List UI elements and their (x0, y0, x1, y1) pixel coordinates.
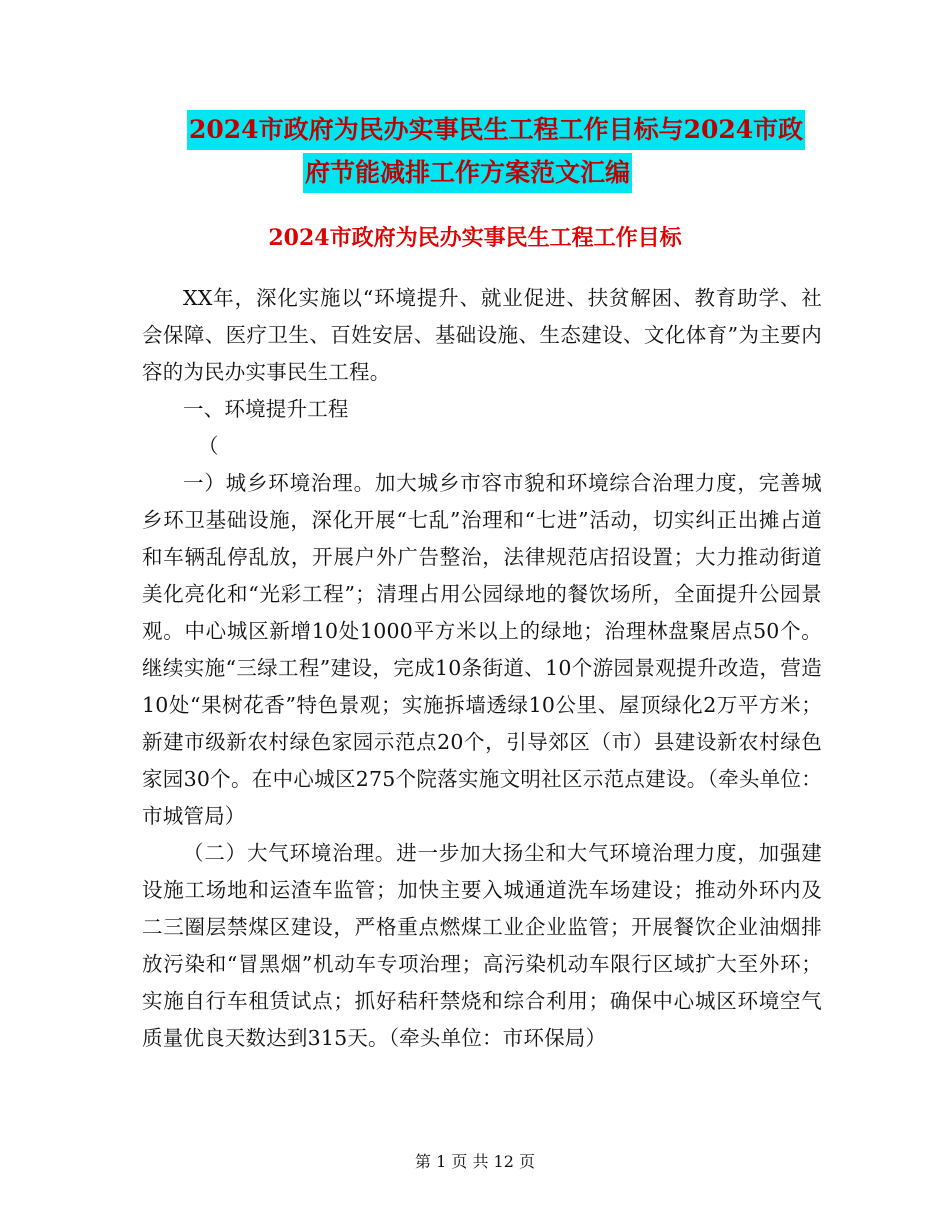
paragraph-air-environment: （二）大气环境治理。进一步加大扬尘和大气环境治理力度，加强建设施工场地和运渣车监管；加快主要入城通道洗车场建设；推动外环内及二三圈层禁煤区建设，严格重点燃煤工业企业监管；开展餐饮企业油烟排放污染和“冒黑烟”机动车专项治理；高污染机动车限行区域扩大至外环；实施自行车租赁试点；抓好秸秆禁烧和综合利用；确保中心城区环境空气质量优良天数达到315天。（牵头单位：市环保局） (142, 841, 822, 1050)
section-heading: 一、环境提升工程 (183, 397, 349, 421)
paragraph-urban-environment: 一）城乡环境治理。加大城乡市容市貌和环境综合治理力度，完善城乡环卫基础设施，深化开展“七乱”治理和“七进”活动，切实纠正出摊占道和车辆乱停乱放，开展户外广告整治，法律规范店招设置；大力推动街道美化亮化和“光彩工程”；清理占用公园绿地的餐饮场所，全面提升公园景观。中心城区新增10处1000平方米以上的绿地；治理林盘聚居点50个。继续实施“三绿工程”建设，完成10条街道、10个游园景观提升改造，营造10处“果树花香”特色景观；实施拆墙透绿10公里、屋顶绿化2万平方米；新建市级新农村绿色家园示范点20个，引导郊区（市）县建设新农村绿色家园30个。在中心城区275个院落实施文明社区示范点建设。（牵头单位：市城管局） (142, 471, 822, 828)
intro-paragraph: XX年，深化实施以“环境提升、就业促进、扶贫解困、教育助学、社会保障、医疗卫生、百姓安居、基础设施、生态建设、文化体育”为主要内容的为民办实事民生工程。 (142, 286, 822, 384)
document-body (142, 280, 822, 1057)
document-title-line-2: 府节能减排工作方案范文汇编 (303, 153, 632, 193)
paragraph-bracket: （ (198, 434, 219, 458)
section-title: 2024市政府为民办实事民生工程工作目标 (268, 225, 682, 251)
page-footer: 第 1 页 共 12 页 (415, 1152, 535, 1171)
document-title-line-1: 2024市政府为民办实事民生工程工作目标与2024市政 (187, 110, 805, 150)
